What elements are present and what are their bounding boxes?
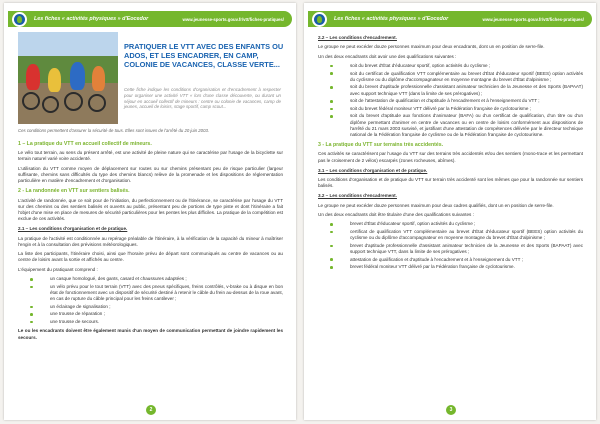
header-banner: [308, 11, 592, 27]
list-item: attestation de qualification et d'aptitude à l'encadrement et à l'enseignement du VTT ;: [350, 257, 583, 263]
paragraph: Un des deux encadrants doit avoir une des qualifications suivantes :: [318, 53, 457, 59]
bullet-icon: [330, 223, 333, 226]
left-body: [18, 137, 283, 344]
subsection-heading: 2.1 – Les conditions d'organisation et de pratique.: [18, 226, 128, 232]
list-item: soit du brevet d'aptitude professionnelle d'assistant animateur technicien de la Jeunesse et des Sports (BAPAAT) avec support technique VTT (dans la limite de ses prérogatives) ;: [350, 84, 583, 96]
section-heading: 1 – La pratique du VTT en accueil collectif de mineurs.: [18, 141, 152, 147]
paragraph: Le groupe ne peut excéder douze personnes maximum pour deux encadrants, dont un en position de serre-file.: [318, 44, 545, 50]
bullet-icon: [330, 115, 333, 118]
bullet-icon: [30, 313, 33, 316]
list-item: soit du brevet d'aptitude aux fonctions d'animateur (BAFA) ou d'un certificat de qualification, d'un titre ou d'un diplôme permettant d'animer en centre de vacances ou en centre de loisirs conformément aux dispositions de l'arrêté du 21 mars 2003 susvisé, et justifiant d'une attestation de compétences délivrée par le directeur technique national de la Fédération française de cyclisme ou de la Fédération française de cyclotourisme.: [350, 113, 583, 138]
cyclists-photo: [18, 32, 118, 124]
list-item: un casque homologué, des gants, casard et chaussures adaptées ;: [50, 276, 283, 282]
header-title: Les fiches « activités physiques » d'Eocedor: [34, 16, 149, 22]
bullet-icon: [330, 245, 333, 248]
paragraph: L'équipement du pratiquant comprend :: [18, 266, 98, 272]
header-url[interactable]: www.jeunesse-sports.gouv.fr/vtt/fiches-pratiques/: [182, 16, 284, 22]
page-number: 3: [446, 405, 456, 415]
list-item: une trousse de secours.: [50, 319, 283, 325]
list-item: soit du certificat de qualification VTT complémentaire au brevet d'État d'éducateur sportif (BEES) option activités du cyclisme ou du diplôme d'accompagnateur en moyenne montagne du brevet d'État d'alpinisme ;: [350, 71, 583, 83]
subsection-heading: 3.2 – Les conditions d'encadrement.: [318, 193, 397, 199]
list-item: brevet d'aptitude professionnelle d'assistant animateur technicien de la Jeunesse et des Sports (BAPAAT) avec support technique VTT, dans la limite de ses prérogatives ;: [350, 243, 583, 255]
section-heading: 2 - La randonnée en VTT sur sentiers balisés.: [18, 188, 130, 195]
header-banner: [8, 11, 292, 27]
subsection-heading: 2.2 – Les conditions d'encadrement.: [318, 35, 397, 40]
logo-icon: [12, 12, 27, 27]
qualifications-list: [318, 63, 583, 138]
bullet-icon: [330, 258, 333, 261]
list-item: brevet fédéral moniteur VTT délivré par la Fédération française de cyclotourisme.: [350, 264, 583, 270]
list-item: un éclairage de signalisation ;: [50, 304, 283, 310]
bullet-icon: [30, 306, 33, 309]
paragraph: Ces activités se caractérisent par l'usage du VTT sur des terrains très accidentés et/ou des sentiers (mono-trace et les permettant pas le croisement de 2 vélos) escarpés (zones rocheuses, abîmes).: [318, 151, 583, 163]
list-item: soit du brevet fédéral moniteur VTT délivré par la Fédération française de cyclotourisme ;: [350, 106, 583, 112]
intro-text: Cette fiche indique les conditions d'organisation et d'encadrement à respecter pour organiser une activité VTT « lors d'une classe découverte, ou durant un séjour en accueil collectif de mineurs : centre ou colonie de vacances, camp de jeunes, accueil de loisirs, stage sportif, camp scout...: [124, 87, 281, 110]
photo-caption: Ces conditions permettent d'assurer la sécurité de tous. Elles sont issues de l'arrêté du 20 juin 2003.: [18, 128, 210, 133]
bullet-icon: [330, 72, 333, 75]
paragraph: La pratique de l'activité est conditionnée au repérage préalable de l'itinéraire, à la vérification de la capacité du mineur à maîtriser l'engin et à la consultation des prévisions météorologiques.: [18, 235, 283, 247]
bullet-icon: [330, 108, 333, 111]
bullet-icon: [330, 231, 333, 234]
subsection-heading: 3.1 – Les conditions d'organisation et de pratique.: [318, 167, 428, 173]
bullet-icon: [30, 286, 33, 289]
right-body: [318, 34, 583, 274]
bullet-icon: [330, 86, 333, 89]
page-number: 2: [146, 405, 156, 415]
paragraph: Un des deux encadrants doit être titulaire d'une des qualifications suivantes :: [318, 211, 474, 217]
page-title: PRATIQUER LE VTT AVEC DES ENFANTS OU ADOS, ET LES ENCADRER, EN CAMP, COLONIE DE VACANCES, CLASSE VERTE...: [124, 42, 284, 69]
paragraph: L'utilisation du VTT comme moyen de déplacement sur routes ou sur chemins présentant peu de risque particulier (largeur suffisante, chemins sans difficultés du type des chemins blancs) relève de la promenade et les dispositions de réglementation particulière en matière d'encadrement et d'organisation.: [18, 165, 283, 184]
logo-icon: [312, 12, 327, 27]
paragraph: La liste des participants, l'itinéraire choisi, ainsi que l'horaire prévu de départ sont communiqués au centre de vacances ou au centre de loisirs avant la sortie et affichés au centre.: [18, 251, 283, 263]
bullet-icon: [330, 100, 333, 103]
list-item: soit de l'attestation de qualification et d'aptitude à l'encadrement et à l'enseignement du VTT ;: [350, 98, 583, 104]
header-title: Les fiches « activités physiques » d'Eocedor: [334, 16, 449, 22]
right-page: [304, 3, 596, 420]
equipment-list: [18, 276, 283, 325]
list-item: soit du brevet d'État d'éducateur sportif, option activités du cyclisme ;: [350, 63, 583, 69]
list-item: certificat de qualification VTT complémentaire au brevet d'État d'éducateur sportif (BEES) option activités du cyclisme ou du diplôme d'accompagnateur en moyenne montagne du brevet d'État d'alpinisme ;: [350, 229, 583, 241]
left-page: [4, 3, 296, 420]
paragraph: Le groupe ne peut excéder douze personnes maximum pour deux cadres qualifiés, dont un en position de serre-file.: [318, 202, 554, 208]
list-item: un vélo prévu pour le tout terrain (VTT) avec des pneus spécifiques, freins contrôlés, v-brake ou à disque en bon état de fonctionnement avec un dispositif de sécurité destiné à retenir le câble du frein au-dessus de la roue avant, en cas de rupture du câble principal pour les freins cantilever ;: [50, 284, 283, 303]
paragraph: Les conditions d'organisation et de pratique du VTT sur terrain très accidenté sont les mêmes que pour la randonnée sur sentiers balisés.: [318, 176, 583, 189]
paragraph: L'activité de randonnée, que ce soit pour de l'initiation, du perfectionnement ou de l'itinérance, se caractérise par l'usage du VTT sur des chemins ou des sentiers balisés et ouverts au public, présentant peu de portions de type piste et dont l'itinéraire a fait l'objet d'une mise en place de mesures de sécurité particulières pour les pentes les plus difficiles. La pratique de la compétition est exclue de ces activités.: [18, 197, 283, 222]
paragraph: Le vélo tout terrain, au sens du présent arrêté, est une activité de pleine nature qui se caractérise par l'usage de la bicyclette sur terrain naturel varié voire accidenté.: [18, 150, 283, 162]
closing-note: Le ou les encadrants doivent être également munis d'un moyen de communication permettant de joindre rapidement les secours.: [18, 328, 283, 340]
bullet-icon: [330, 266, 333, 269]
header-url[interactable]: www.jeunesse-sports.gouv.fr/vtt/fiches-pratiques/: [482, 16, 584, 22]
list-item: brevet d'État d'éducateur sportif, option activités du cyclisme ;: [350, 221, 583, 227]
bullet-icon: [330, 65, 333, 68]
list-item: une trousse de réparation ;: [50, 311, 283, 317]
bullet-icon: [30, 321, 33, 324]
qualifications-list: [318, 221, 583, 270]
section-heading: 3 - La pratique du VTT sur terrains très accidentés.: [318, 142, 444, 149]
bullet-icon: [30, 278, 33, 281]
